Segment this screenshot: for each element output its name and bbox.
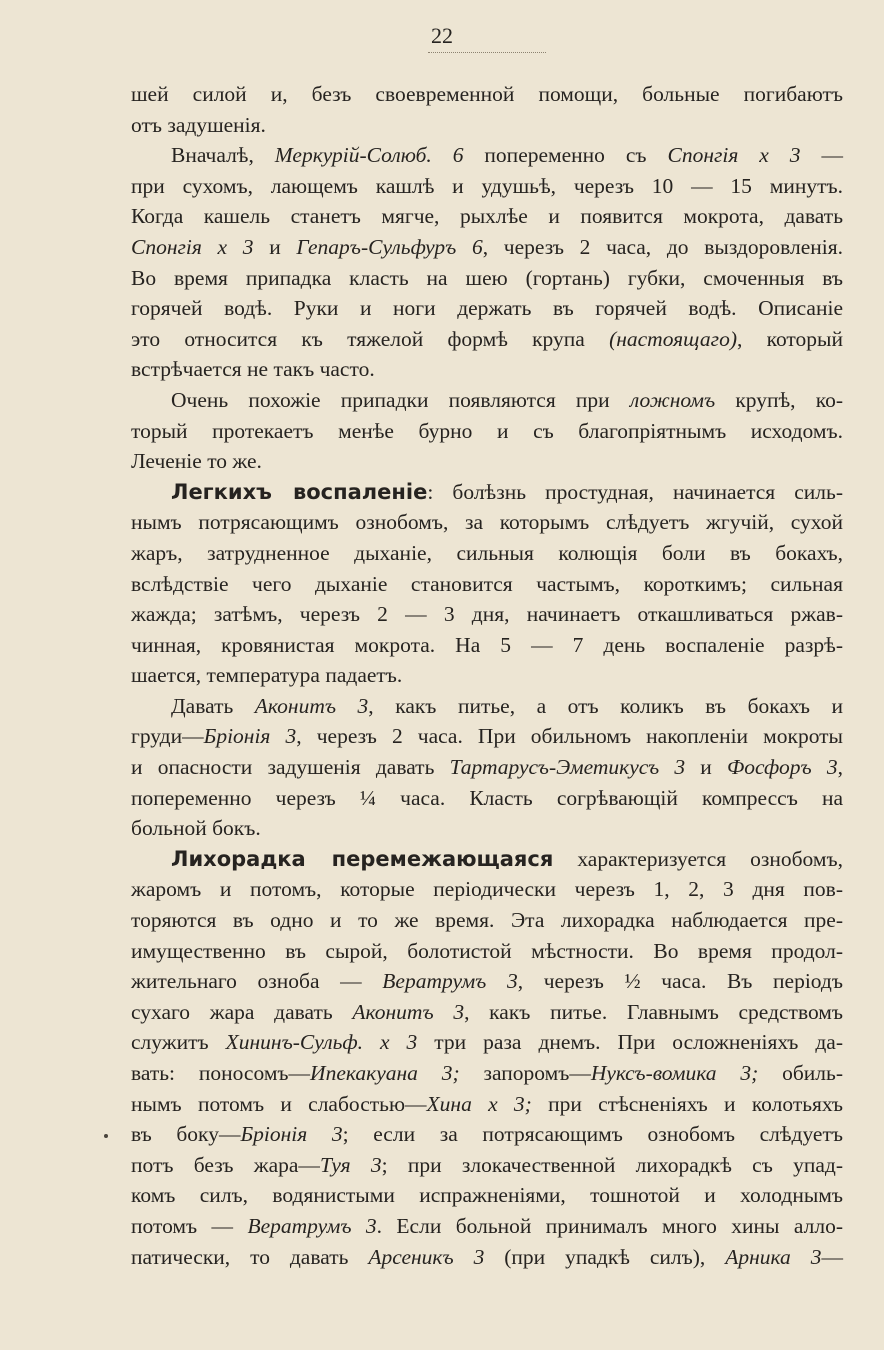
text-line xyxy=(131,477,843,508)
remedy-name: ложномъ xyxy=(629,387,716,412)
text-run: имущественно въ сырой, болотистой мѣстности. Во время продол- xyxy=(131,938,843,963)
text-run: жажда; затѣмъ, черезъ 2 — 3 дня, начинаетъ откашливаться ржав- xyxy=(131,602,843,627)
text-run: , xyxy=(837,755,843,780)
text-run: служитъ xyxy=(131,1030,226,1055)
text-run: торый протекаетъ менѣе бурно и съ благопріятнымъ исходомъ. xyxy=(131,418,843,443)
text-run: , какъ питье, а отъ коликъ въ бокахъ и xyxy=(368,693,843,718)
remedy-name: Спонгія х 3 xyxy=(131,234,254,259)
text-run: Во время припадка класть на шею (гортань) губки, смоченныя въ xyxy=(131,265,843,290)
text-run: горячей водѣ. Руки и ноги держать въ горячей водѣ. Описаніе xyxy=(131,296,843,321)
text-line xyxy=(131,140,843,171)
text-line xyxy=(131,905,843,936)
text-line xyxy=(131,201,843,232)
remedy-name: Туя 3 xyxy=(319,1152,382,1177)
text-line xyxy=(131,79,843,110)
remedy-name: Арника 3 xyxy=(725,1244,822,1269)
text-line xyxy=(131,783,843,814)
remedy-name: Бріонія 3 xyxy=(203,724,297,749)
text-line xyxy=(131,171,843,202)
remedy-name: Фосфоръ 3 xyxy=(726,755,838,780)
text-run: встрѣчается не такъ часто. xyxy=(131,357,375,382)
text-line xyxy=(131,507,843,538)
text-run: и xyxy=(685,755,727,780)
page-number: 22 xyxy=(431,23,453,48)
remedy-name: Арсеникъ 3 xyxy=(368,1244,485,1269)
text-run: жаромъ и потомъ, которые періодически черезъ 1, 2, 3 дня пов- xyxy=(131,877,843,902)
text-run: вать: поносомъ— xyxy=(131,1061,311,1085)
text-line xyxy=(131,721,843,752)
text-line xyxy=(131,1089,843,1120)
text-run: потомъ — xyxy=(131,1213,248,1238)
text-run: три раза днемъ. При осложненіяхъ да- xyxy=(417,1030,844,1055)
text-line xyxy=(131,966,843,997)
remedy-name: Вератрумъ 3 xyxy=(382,969,518,994)
text-run: комъ силъ, водянистыми испражненіями, тошнотой и холоднымъ xyxy=(131,1183,843,1208)
remedy-name: Тартарусъ-Эметикусъ 3 xyxy=(449,755,686,780)
text-run: и опасности задушенія давать xyxy=(131,755,450,780)
text-line xyxy=(131,660,843,691)
remedy-name: Аконитъ 3 xyxy=(352,999,465,1024)
text-run: жаръ, затрудненное дыханіе, сильныя колющія боли въ бокахъ, xyxy=(131,540,843,565)
text-run: Давать xyxy=(171,693,255,718)
text-line xyxy=(131,936,843,967)
text-run: груди— xyxy=(131,724,204,749)
text-run: потъ безъ жара— xyxy=(131,1152,320,1177)
text-run: сухаго жара давать xyxy=(131,999,353,1024)
remedy-name: Вератрумъ 3 xyxy=(247,1213,377,1238)
text-run: торяются въ одно и то же время. Эта лихорадка наблюдается пре- xyxy=(131,908,843,933)
text-line xyxy=(131,813,843,844)
text-line xyxy=(131,1211,843,1242)
text-run: нымъ потомъ и слабостью— xyxy=(131,1091,427,1116)
text-line xyxy=(131,630,843,661)
text-line xyxy=(131,385,843,416)
text-run: . Если больной принималъ много хины алло- xyxy=(376,1213,843,1238)
text-run: жительнаго озноба — xyxy=(131,969,383,994)
text-run: вслѣдствіе чего дыханіе становится частымъ, короткимъ; сильная xyxy=(131,571,843,596)
remedy-name: Меркурій-Солюб. 6 xyxy=(274,143,464,168)
text-run: Когда кашель станетъ мягче, рыхлѣе и появится мокрота, давать xyxy=(131,204,843,229)
text-line xyxy=(131,599,843,630)
text-line xyxy=(131,844,843,875)
text-line xyxy=(131,691,843,722)
text-line xyxy=(131,232,843,263)
text-run: и xyxy=(253,234,297,259)
text-line xyxy=(131,752,843,783)
text-run: отъ задушенія. xyxy=(131,112,266,137)
text-line xyxy=(131,110,843,141)
text-run: ; при злокачественной лихорадкѣ съ упад- xyxy=(381,1152,844,1177)
text-line xyxy=(131,1242,843,1273)
text-run: при стѣсненіяхъ и колотьяхъ xyxy=(531,1091,843,1116)
text-run: обиль- xyxy=(758,1061,843,1085)
section-heading: Легкихъ воспаленіе xyxy=(171,479,428,504)
remedy-name: Аконитъ 3 xyxy=(254,693,369,718)
text-run: ; если за потрясающимъ ознобомъ слѣдуетъ xyxy=(342,1122,843,1147)
text-run: въ боку— xyxy=(131,1122,241,1147)
text-line xyxy=(131,1180,843,1211)
text-run: Очень похожіе припадки появляются при xyxy=(171,387,630,412)
text-line xyxy=(131,1150,843,1181)
text-line xyxy=(131,446,843,477)
remedy-name: (настоящаго) xyxy=(609,326,737,351)
text-run: : болѣзнь простудная, начинается силь- xyxy=(427,479,843,504)
text-run: крупѣ, ко- xyxy=(715,387,843,412)
text-line xyxy=(131,874,843,905)
text-run: , который xyxy=(736,326,843,351)
text-run: нымъ потрясающимъ ознобомъ, за которымъ слѣдуетъ жгучій, сухой xyxy=(131,510,843,535)
remedy-name: Хина х 3; xyxy=(426,1091,532,1116)
text-run: , черезъ ½ часа. Въ періодъ xyxy=(517,969,843,994)
remedy-name: Ипекакуана 3; xyxy=(310,1061,460,1085)
text-run: Леченіе то же. xyxy=(131,449,262,474)
text-run: шей силой и, безъ своевременной помощи, больные погибаютъ xyxy=(131,82,843,106)
text-line xyxy=(131,1027,843,1058)
text-run: при сухомъ, лающемъ кашлѣ и удушьѣ, черезъ 10 — 15 минутъ. xyxy=(131,173,843,198)
remedy-name: Гепаръ-Сульфуръ 6 xyxy=(296,234,483,259)
text-run: это относится къ тяжелой формѣ крупа xyxy=(131,326,610,351)
text-run: Вначалѣ, xyxy=(171,143,275,168)
text-line xyxy=(131,569,843,600)
text-run: больной бокъ. xyxy=(131,816,261,841)
body-text xyxy=(131,79,843,1272)
text-run: — xyxy=(800,143,843,168)
text-run: характеризуется ознобомъ, xyxy=(553,846,843,871)
text-line xyxy=(131,1119,843,1150)
text-run: патически, то давать xyxy=(131,1244,369,1269)
text-run: чинная, кровянистая мокрота. На 5 — 7 день воспаленіе разрѣ- xyxy=(131,632,843,657)
text-line xyxy=(131,997,843,1028)
margin-mark xyxy=(104,1134,108,1138)
text-line xyxy=(131,416,843,447)
text-run: , какъ питье. Главнымъ средствомъ xyxy=(464,999,844,1024)
remedy-name: Спонгія х 3 xyxy=(667,143,801,168)
remedy-name: Нуксъ-вомика 3; xyxy=(590,1061,759,1085)
text-line xyxy=(131,1058,843,1089)
text-line xyxy=(131,324,843,355)
text-line xyxy=(131,293,843,324)
text-line xyxy=(131,263,843,294)
text-run: запоромъ— xyxy=(459,1061,591,1085)
text-run: — xyxy=(821,1244,843,1269)
text-run: , черезъ 2 часа. При обильномъ накопленіи мокроты xyxy=(296,724,843,749)
text-run: попеременно съ xyxy=(463,143,668,168)
remedy-name: Хининъ-Сульф. х 3 xyxy=(225,1030,418,1055)
text-run: попеременно черезъ ¼ часа. Класть согрѣвающій компрессъ на xyxy=(131,785,843,810)
remedy-name: Бріонія 3 xyxy=(240,1122,343,1147)
section-heading: Лихорадка перемежающаяся xyxy=(171,846,554,871)
text-run: шается, температура падаетъ. xyxy=(131,663,403,688)
text-line xyxy=(131,354,843,385)
text-line xyxy=(131,538,843,569)
text-run: (при упадкѣ силъ), xyxy=(484,1244,726,1269)
header-rule xyxy=(428,52,546,53)
text-run: , черезъ 2 часа, до выздоровленія. xyxy=(482,234,843,259)
